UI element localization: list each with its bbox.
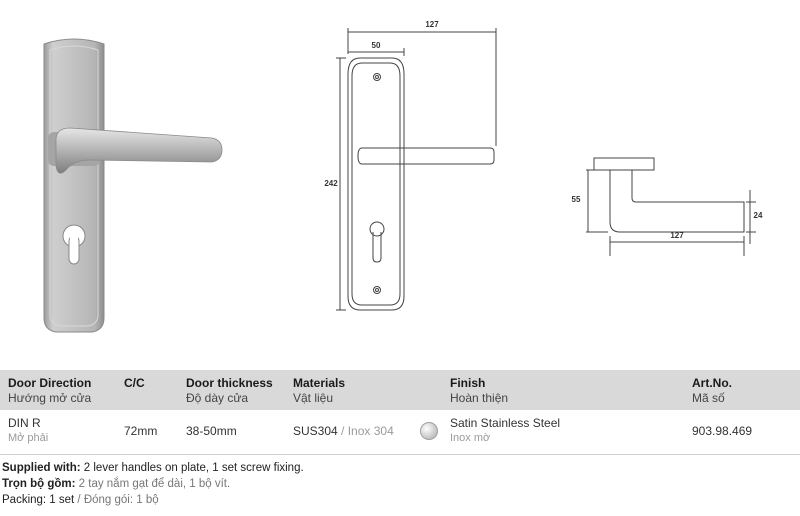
tron-bo-gom-text: 2 tay nắm gạt để dài, 1 bộ vít.	[75, 478, 231, 490]
packing-vi: Đóng gói: 1 bộ	[83, 494, 159, 506]
front-view-drawing	[336, 28, 496, 310]
supplied-with-line	[2, 460, 304, 476]
header-finish	[450, 376, 508, 406]
cell-finish	[450, 416, 560, 446]
header-materials	[293, 376, 345, 406]
header-door-direction-en: Door Direction	[8, 376, 92, 390]
dim-handle-length-side: 127	[670, 231, 684, 240]
header-art-no	[692, 376, 732, 406]
packing-separator: /	[74, 494, 84, 506]
dim-plate-height: 242	[324, 179, 338, 188]
supplied-with-text: 2 lever handles on plate, 1 set screw fixing.	[80, 462, 304, 474]
cell-door-direction	[8, 416, 48, 446]
header-door-direction-vi: Hướng mở cửa	[8, 391, 92, 405]
dim-handle-length-top: 127	[425, 20, 439, 29]
side-view-drawing	[586, 158, 756, 256]
tron-bo-gom-line	[2, 476, 304, 492]
table-row	[0, 410, 800, 455]
dim-lever-thickness: 24	[753, 211, 763, 220]
material-separator: /	[337, 424, 348, 438]
packing-en: Packing: 1 set	[2, 494, 75, 506]
header-cc	[124, 376, 145, 391]
header-materials-en: Materials	[293, 376, 346, 390]
header-door-direction	[8, 376, 91, 406]
header-art-no-en: Art.No.	[692, 376, 732, 390]
finish-value-vi: Inox mờ	[450, 432, 491, 444]
header-art-no-vi: Mã số	[692, 391, 725, 405]
header-materials-vi: Vật liệu	[293, 391, 334, 405]
header-door-thickness	[186, 376, 273, 406]
supply-notes	[2, 460, 304, 508]
spec-table-header	[0, 370, 800, 410]
material-en: SUS304	[293, 424, 338, 438]
finish-swatch-icon	[420, 422, 438, 440]
material-vi: Inox 304	[347, 424, 394, 438]
header-finish-vi: Hoàn thiện	[450, 391, 509, 405]
dim-plate-width: 50	[371, 41, 381, 50]
header-cc-en: C/C	[124, 376, 145, 390]
direction-value-vi: Mở phải	[8, 432, 49, 444]
material-value	[293, 424, 394, 438]
direction-value: DIN R	[8, 416, 41, 430]
product-photo	[44, 39, 222, 332]
art-no-value: 903.98.469	[692, 424, 753, 438]
tron-bo-gom-label: Trọn bộ gồm:	[2, 478, 76, 490]
spec-table	[0, 370, 800, 455]
thickness-value: 38-50mm	[186, 424, 237, 438]
header-door-thickness-vi: Độ dày cửa	[186, 391, 249, 405]
supplied-with-label: Supplied with:	[2, 462, 81, 474]
finish-value: Satin Stainless Steel	[450, 416, 561, 430]
packing-line	[2, 492, 304, 508]
dim-projection: 55	[571, 195, 581, 204]
header-finish-en: Finish	[450, 376, 486, 390]
cc-value: 72mm	[124, 424, 158, 438]
header-door-thickness-en: Door thickness	[186, 376, 273, 390]
